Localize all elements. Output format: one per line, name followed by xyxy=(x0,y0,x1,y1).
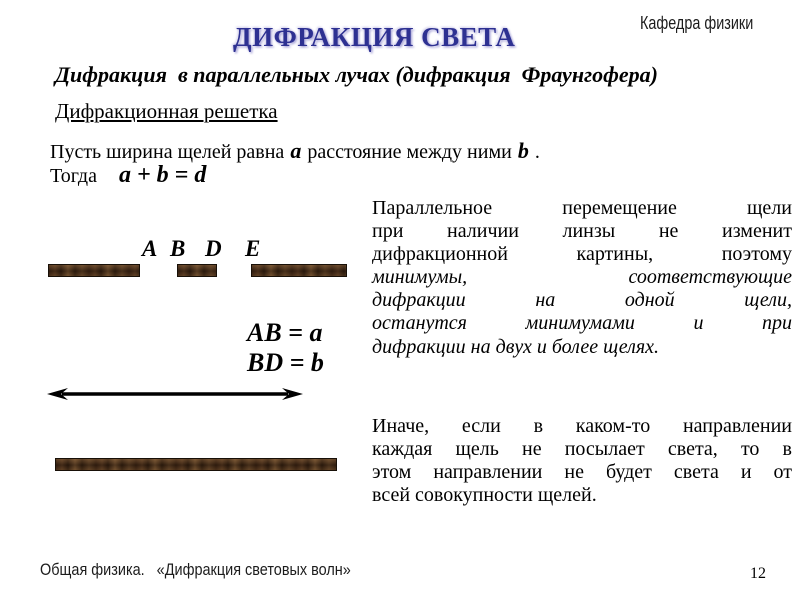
intro-line-2 xyxy=(50,162,206,189)
paragraph1-line: дифракции на одной щели, xyxy=(372,289,792,312)
intro-line1-period: . xyxy=(534,141,540,163)
paragraph-lens-shift xyxy=(372,197,792,359)
paragraph1-line: Параллельное перемещение щели xyxy=(372,197,792,219)
footer-course-label: Общая физика. «Дифракция световых волн» xyxy=(40,560,351,579)
paragraph2-line: каждая щель не посылает света, то в xyxy=(372,438,792,461)
grating-bar-middle xyxy=(177,264,217,277)
double-arrow-icon xyxy=(46,386,304,402)
intro-line1-text2: расстояние между ними xyxy=(307,141,512,163)
grating-bar-right xyxy=(251,264,347,277)
paragraph1-line: при наличии линзы не изменит xyxy=(372,220,792,243)
point-label-e: E xyxy=(245,236,261,261)
formula-ab: AB = a xyxy=(247,318,323,347)
slide-title: ДИФРАКЦИЯ СВЕТА xyxy=(233,22,516,52)
single-slit-bar xyxy=(55,458,337,471)
var-a: a xyxy=(290,138,302,163)
point-label-a: A xyxy=(142,236,158,261)
paragraph1-line: дифракционной картины, поэтому xyxy=(372,243,792,266)
formula-bd: BD = b xyxy=(247,348,324,377)
point-label-d: D xyxy=(205,236,222,261)
grating-bar-left xyxy=(48,264,140,277)
intro-line2-label: Тогда xyxy=(50,165,97,187)
paragraph2-line: Иначе, если в каком-то направлении xyxy=(372,415,792,437)
paragraph1-line: останутся минимумами и при xyxy=(372,312,792,335)
formula-a-plus-b: a + b = d xyxy=(118,162,207,188)
slide-subtitle: Дифракция в параллельных лучах (дифракция Фраунгофера) xyxy=(55,62,658,87)
paragraph-no-light xyxy=(372,415,792,507)
var-b: b xyxy=(517,138,529,163)
paragraph1-line: дифракции на двух и более щелях. xyxy=(372,335,660,358)
point-label-b: B xyxy=(170,236,186,261)
page-number: 12 xyxy=(750,565,766,582)
department-label: Кафедра физики xyxy=(640,13,754,33)
paragraph1-line: минимумы, соответствующие xyxy=(372,266,792,289)
intro-line1-text1: Пусть ширина щелей равна xyxy=(50,141,285,163)
paragraph2-line: всей совокупности щелей. xyxy=(372,484,597,507)
intro-line-1 xyxy=(50,138,540,164)
section-heading: Дифракционная решетка xyxy=(55,99,278,123)
paragraph2-line: этом направлении не будет света и от xyxy=(372,461,792,484)
